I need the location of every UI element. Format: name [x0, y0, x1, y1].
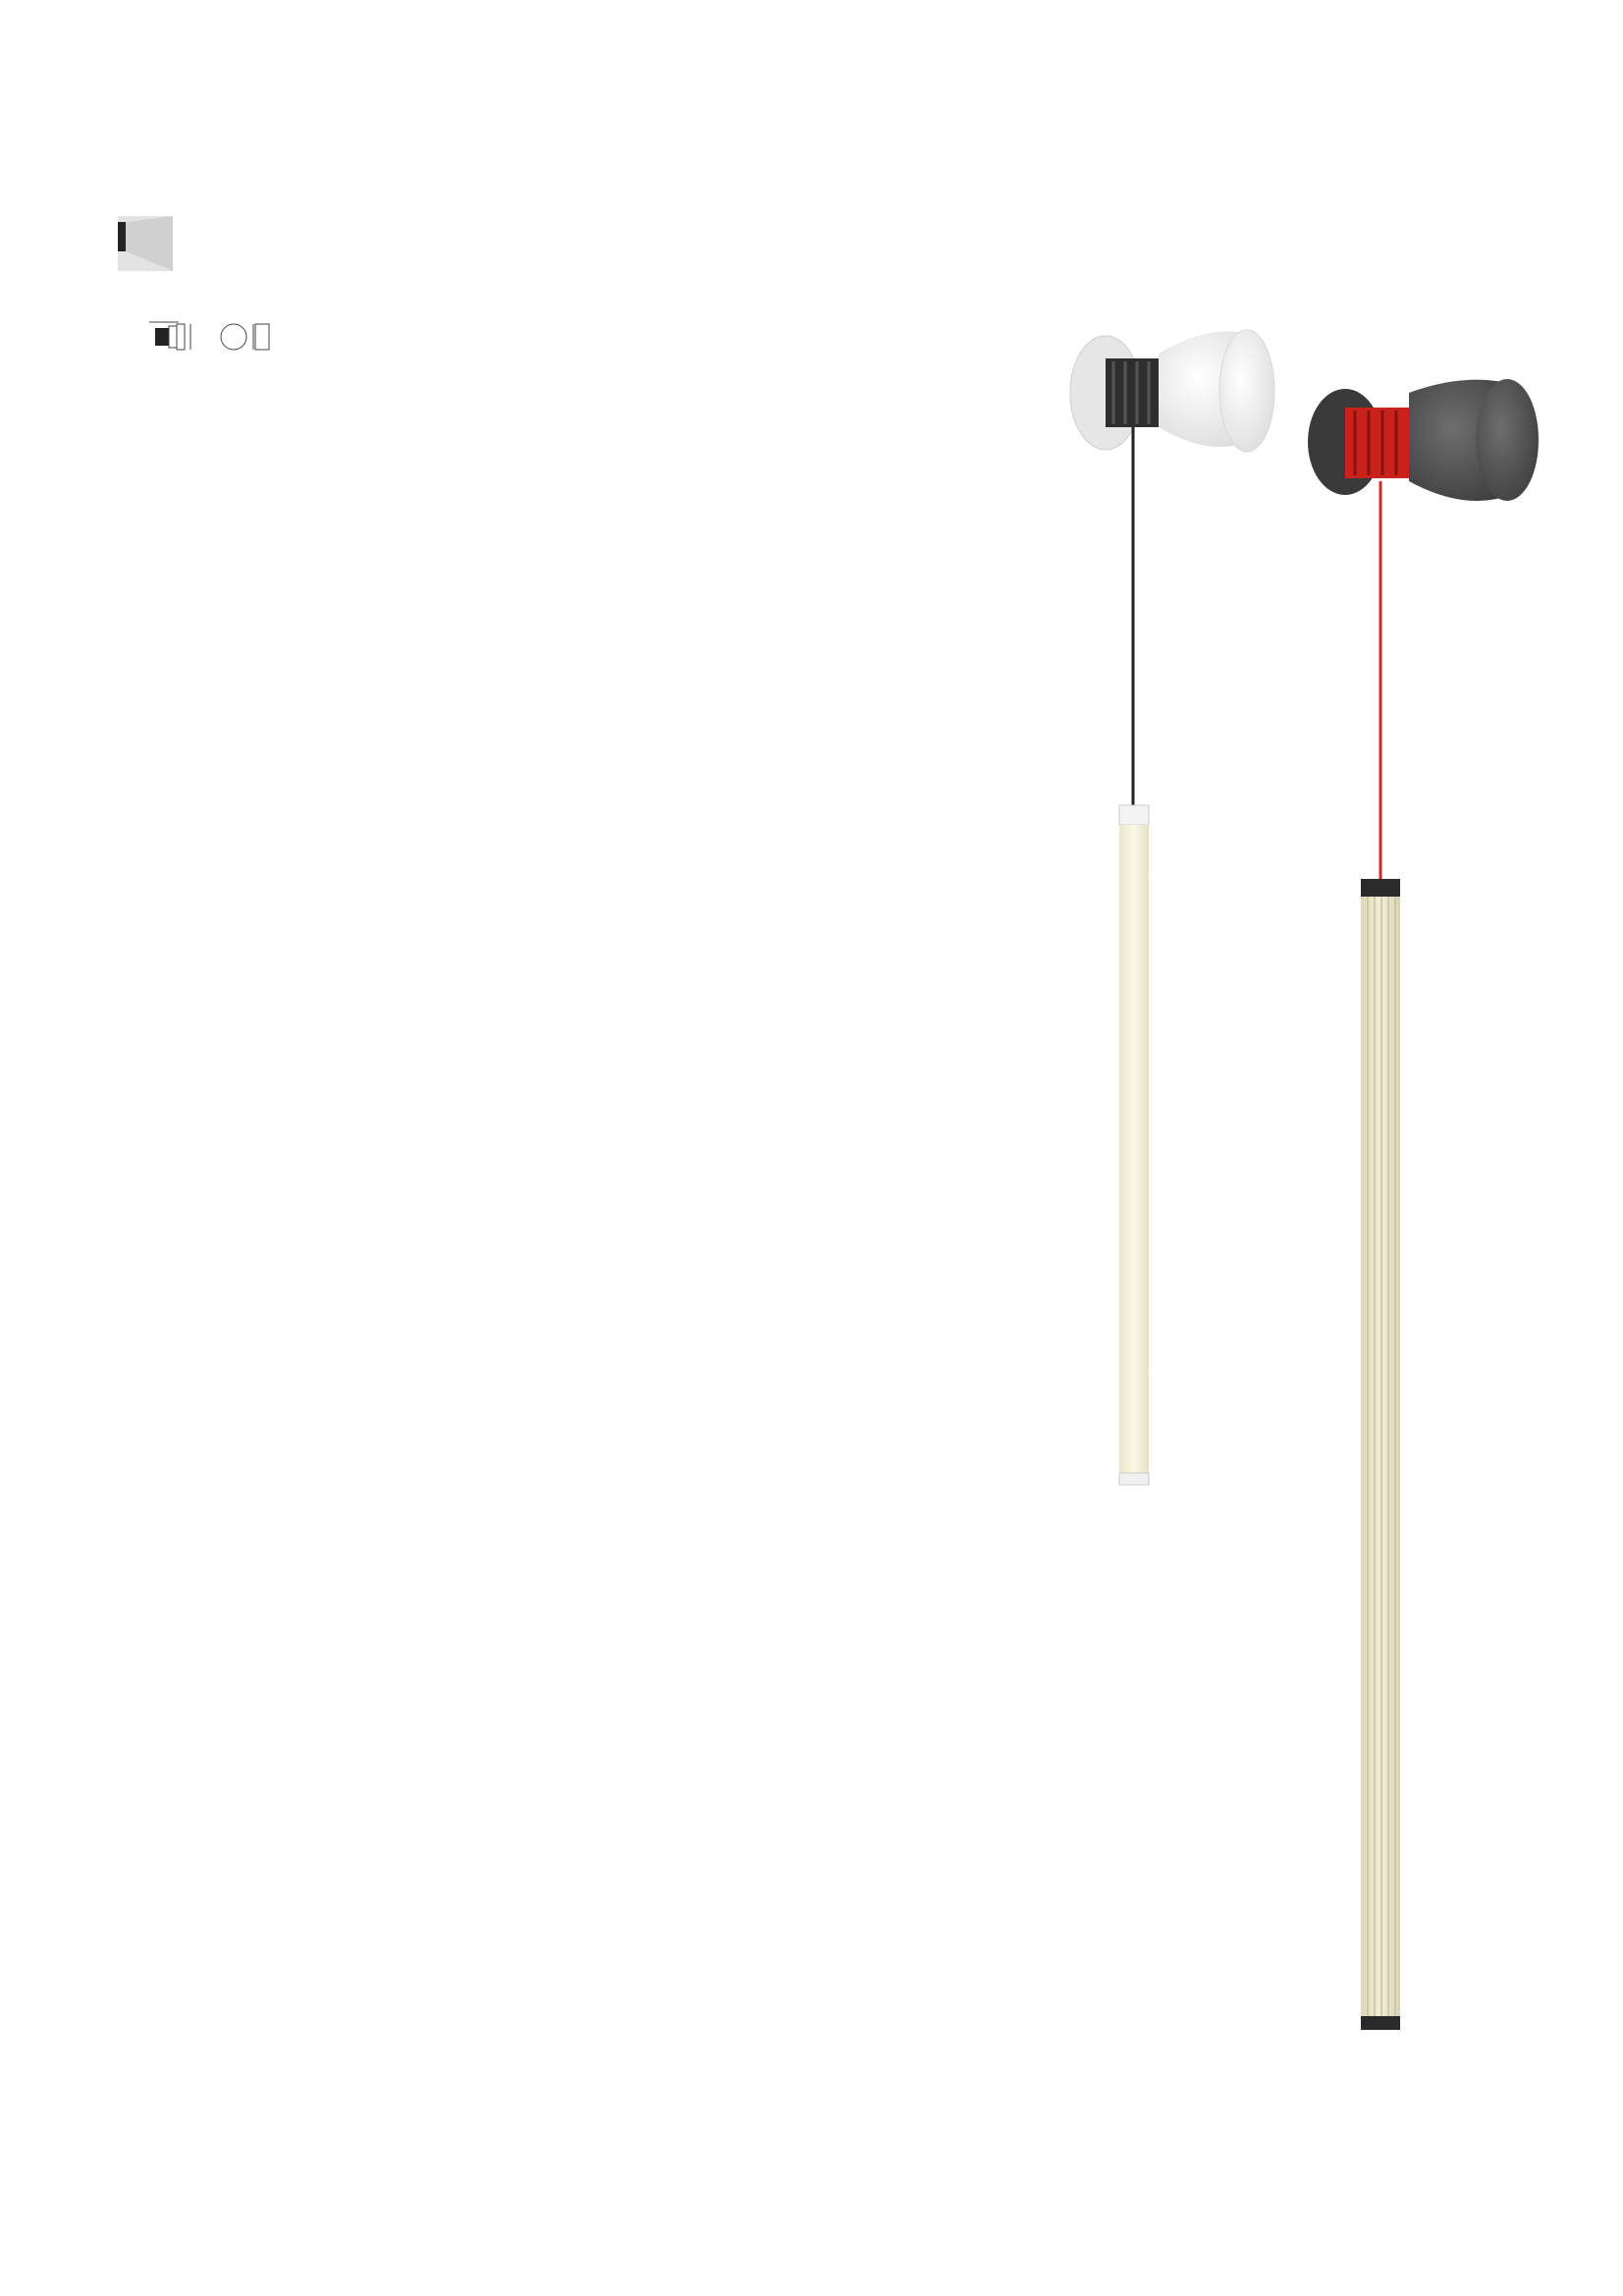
product-block — [118, 1279, 589, 2162]
product-photo — [1060, 314, 1571, 2033]
product-block — [118, 216, 589, 1100]
wall-mount-icon — [118, 216, 173, 271]
article-line — [187, 246, 206, 272]
article-line — [187, 216, 206, 242]
black-fixture-illustration — [1308, 379, 1539, 2030]
white-fixture-illustration — [1070, 330, 1274, 1485]
product-block — [597, 216, 1068, 1100]
article-header — [118, 216, 589, 279]
technical-drawing — [118, 304, 314, 756]
product-block — [597, 1279, 1068, 2162]
